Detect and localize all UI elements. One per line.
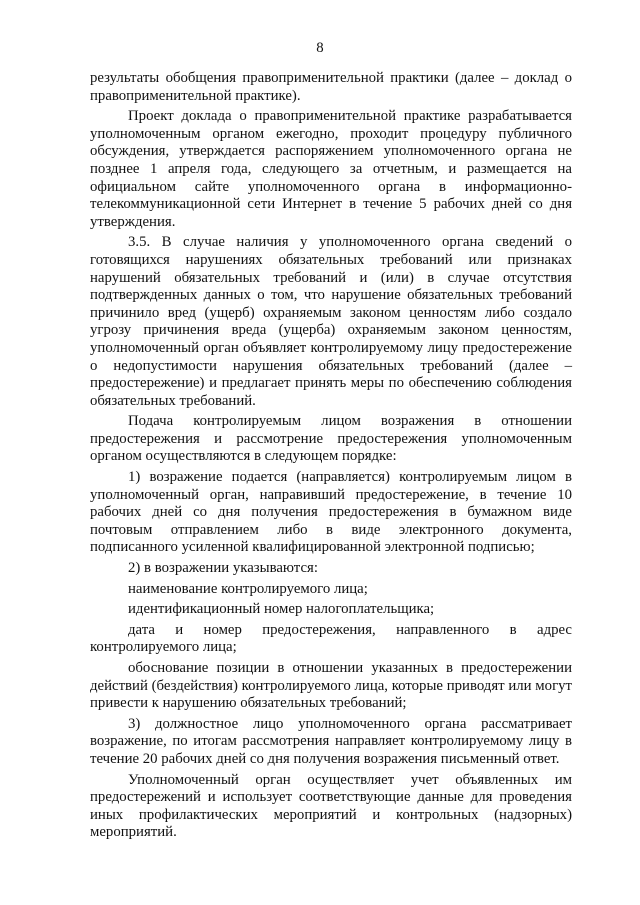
sub-item-position-justification: обоснование позиции в отношении указанных в предостережении действий (бездействия) контролируемого лица, которые приводят или могут привести к нарушению обязательных требований; [90, 660, 572, 712]
document-body [90, 70, 572, 845]
sub-item-entity-name: наименование контролируемого лица; [128, 580, 368, 597]
paragraph-objection-procedure: Подача контролируемым лицом возражения в отношении предостережения и рассмотрение предостережения уполномоченным органом осуществляются в следующем порядке: [90, 413, 572, 465]
sub-item-warning-date-number: дата и номер предостережения, направленного в адрес контролируемого лица; [90, 621, 572, 656]
paragraph-warning-records: Уполномоченный орган осуществляет учет объявленных им предостережений и использует соответствующие данные для проведения иных профилактических мероприятий и контрольных (надзорных) мероприятий. [90, 771, 572, 841]
page-number: 8 [316, 40, 324, 56]
paragraph-report-draft: Проект доклада о правоприменительной практике разрабатывается уполномоченным органом ежегодно, проходит процедуру публичного обсуждения, утверждается распоряжением уполномоченного органа не позднее 1 апреля года, следующего за отчетным, и размещается на официальном сайте уполномоченного органа в информационно-телекоммуникационной сети Интернет в течение 5 рабочих дней со дня утверждения. [90, 108, 572, 230]
paragraph-section-3-5: 3.5. В случае наличия у уполномоченного органа сведений о готовящихся нарушениях обязательных требований или признаках нарушений обязательных требований и (или) в случае отсутствия подтвержденных данных о том, что нарушение обязательных требований причинило вред (ущерб) охраняемым законом ценностям либо создало угрозу причинения вреда (ущерба) охраняемым законом ценностям, уполномоченный орган объявляет контролируемому лицу предостережение о недопустимости нарушения обязательных требований (далее – предостережение) и предлагает принять меры по обеспечению соблюдения обязательных требований. [90, 234, 572, 409]
list-item-objection-review: 3) должностное лицо уполномоченного органа рассматривает возражение, по итогам рассмотрения направляет контролируемому лицу в течение 20 рабочих дней со дня получения возражения письменный ответ. [90, 715, 572, 767]
list-item-objection-submission: 1) возражение подается (направляется) контролируемым лицом в уполномоченный орган, направивший предостережение, в течение 10 рабочих дней со дня получения предостережения в бумажном виде почтовым отправлением либо в виде электронного документа, подписанного усиленной квалифицированной электронной подписью; [90, 469, 572, 556]
paragraph-report-definition: результаты обобщения правоприменительной практики (далее – доклад о правоприменительной практике). [90, 70, 572, 104]
list-item-objection-contents: 2) в возражении указываются: [128, 560, 318, 577]
sub-item-tax-id: идентификационный номер налогоплательщика; [128, 601, 435, 618]
